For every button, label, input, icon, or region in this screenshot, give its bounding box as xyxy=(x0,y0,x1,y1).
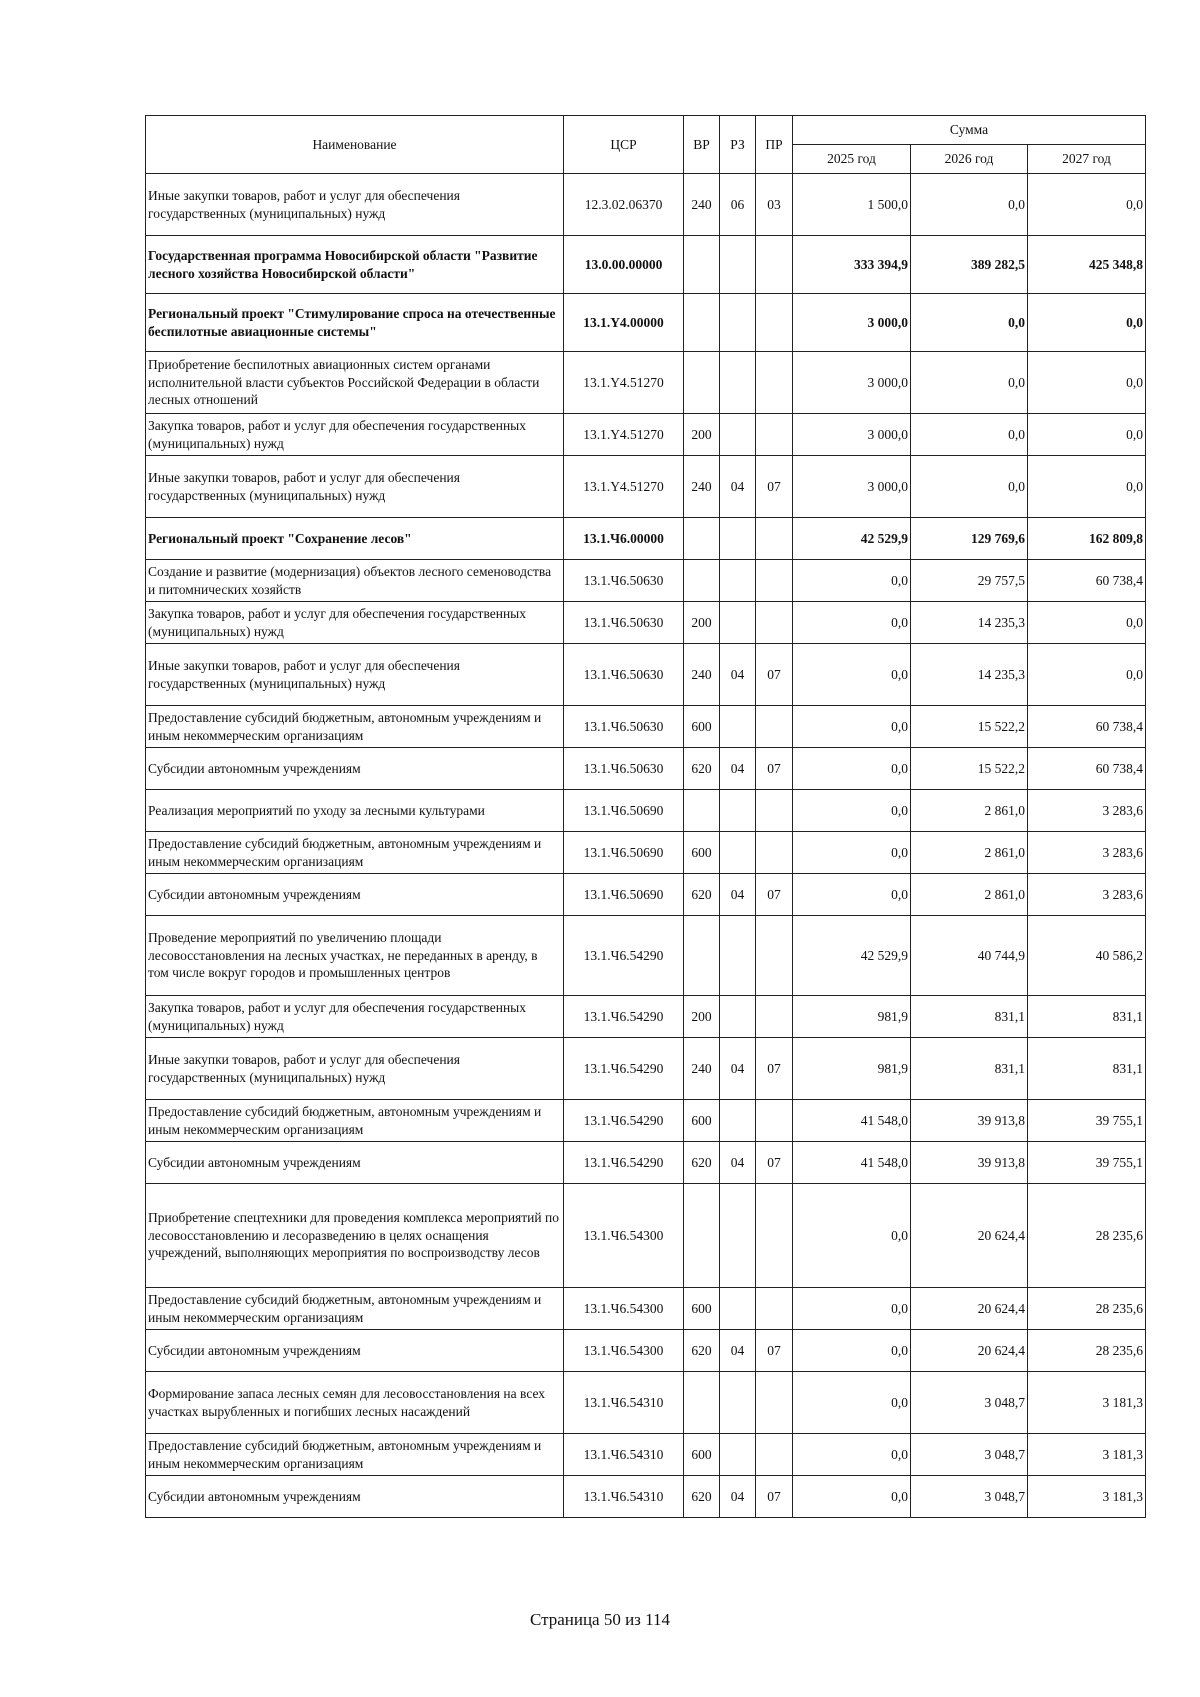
row-2026-cell: 39 913,8 xyxy=(911,1100,1028,1142)
row-vr-cell xyxy=(684,236,720,294)
row-2027-cell: 60 738,4 xyxy=(1028,748,1146,790)
row-rz-cell: 04 xyxy=(720,874,756,916)
row-2026-cell: 20 624,4 xyxy=(911,1184,1028,1288)
row-pr-cell xyxy=(756,414,793,456)
row-csr-cell: 13.1.Ч6.54290 xyxy=(564,916,684,996)
row-vr-cell: 620 xyxy=(684,874,720,916)
row-pr-cell xyxy=(756,1184,793,1288)
row-csr-cell: 13.1.Ч6.54300 xyxy=(564,1288,684,1330)
row-2026-cell: 40 744,9 xyxy=(911,916,1028,996)
row-name-cell: Реализация мероприятий по уходу за лесными культурами xyxy=(146,790,564,832)
row-pr-cell xyxy=(756,1288,793,1330)
table-row xyxy=(146,644,1146,706)
row-2025-cell: 3 000,0 xyxy=(793,414,911,456)
row-vr-cell xyxy=(684,1184,720,1288)
row-2025-cell: 333 394,9 xyxy=(793,236,911,294)
table-row xyxy=(146,874,1146,916)
row-2025-cell: 981,9 xyxy=(793,996,911,1038)
table-row xyxy=(146,1330,1146,1372)
row-2026-cell: 0,0 xyxy=(911,352,1028,414)
row-name-cell: Закупка товаров, работ и услуг для обеспечения государственных (муниципальных) нужд xyxy=(146,414,564,456)
row-csr-cell: 13.1.Ч6.50690 xyxy=(564,832,684,874)
row-2027-cell: 3 181,3 xyxy=(1028,1476,1146,1518)
row-vr-cell: 600 xyxy=(684,832,720,874)
row-name-cell: Предоставление субсидий бюджетным, автономным учреждениям и иным некоммерческим организациям xyxy=(146,1288,564,1330)
table-row xyxy=(146,1288,1146,1330)
row-rz-cell: 04 xyxy=(720,1330,756,1372)
row-2025-cell: 0,0 xyxy=(793,644,911,706)
row-2025-cell: 3 000,0 xyxy=(793,352,911,414)
table-row xyxy=(146,1434,1146,1476)
row-2026-cell: 15 522,2 xyxy=(911,706,1028,748)
table-row xyxy=(146,352,1146,414)
row-pr-cell xyxy=(756,236,793,294)
table-row xyxy=(146,706,1146,748)
row-2027-cell: 60 738,4 xyxy=(1028,706,1146,748)
row-pr-cell: 07 xyxy=(756,644,793,706)
table-row xyxy=(146,832,1146,874)
row-2025-cell: 0,0 xyxy=(793,1288,911,1330)
row-name-cell: Предоставление субсидий бюджетным, автономным учреждениям и иным некоммерческим организациям xyxy=(146,832,564,874)
row-2025-cell: 0,0 xyxy=(793,1372,911,1434)
row-name-cell: Иные закупки товаров, работ и услуг для обеспечения государственных (муниципальных) нужд xyxy=(146,644,564,706)
row-2025-cell: 42 529,9 xyxy=(793,916,911,996)
row-name-cell: Предоставление субсидий бюджетным, автономным учреждениям и иным некоммерческим организациям xyxy=(146,706,564,748)
row-name-cell: Формирование запаса лесных семян для лесовосстановления на всех участках вырубленных и погибших лесных насаждений xyxy=(146,1372,564,1434)
header-year-2027: 2027 год xyxy=(1028,145,1146,174)
row-2026-cell: 129 769,6 xyxy=(911,518,1028,560)
row-name-cell: Закупка товаров, работ и услуг для обеспечения государственных (муниципальных) нужд xyxy=(146,996,564,1038)
row-2027-cell: 39 755,1 xyxy=(1028,1142,1146,1184)
table-row xyxy=(146,1476,1146,1518)
row-rz-cell xyxy=(720,602,756,644)
row-vr-cell xyxy=(684,790,720,832)
table-row xyxy=(146,1142,1146,1184)
row-name-cell: Приобретение спецтехники для проведения комплекса мероприятий по лесовосстановлению и лесоразведению в целях оснащения учреждений, выполняющих мероприятия по воспроизводству лесов xyxy=(146,1184,564,1288)
header-name: Наименование xyxy=(146,116,564,174)
row-csr-cell: 12.3.02.06370 xyxy=(564,174,684,236)
table-row xyxy=(146,748,1146,790)
table-row xyxy=(146,1372,1146,1434)
row-rz-cell xyxy=(720,706,756,748)
row-rz-cell xyxy=(720,1100,756,1142)
table-row xyxy=(146,456,1146,518)
row-vr-cell: 600 xyxy=(684,1434,720,1476)
row-2027-cell: 162 809,8 xyxy=(1028,518,1146,560)
row-pr-cell xyxy=(756,518,793,560)
row-pr-cell: 07 xyxy=(756,1476,793,1518)
row-2026-cell: 29 757,5 xyxy=(911,560,1028,602)
row-rz-cell xyxy=(720,352,756,414)
row-csr-cell: 13.1.Y4.51270 xyxy=(564,456,684,518)
row-2025-cell: 1 500,0 xyxy=(793,174,911,236)
row-2026-cell: 0,0 xyxy=(911,174,1028,236)
table-row xyxy=(146,602,1146,644)
row-2026-cell: 3 048,7 xyxy=(911,1434,1028,1476)
row-rz-cell xyxy=(720,832,756,874)
row-csr-cell: 13.1.Ч6.54310 xyxy=(564,1476,684,1518)
row-csr-cell: 13.1.Ч6.54290 xyxy=(564,1142,684,1184)
row-2026-cell: 3 048,7 xyxy=(911,1476,1028,1518)
row-rz-cell: 04 xyxy=(720,1142,756,1184)
row-vr-cell xyxy=(684,294,720,352)
row-rz-cell xyxy=(720,1184,756,1288)
row-rz-cell xyxy=(720,916,756,996)
row-rz-cell xyxy=(720,1288,756,1330)
row-2027-cell: 3 283,6 xyxy=(1028,874,1146,916)
row-rz-cell xyxy=(720,1434,756,1476)
row-rz-cell xyxy=(720,236,756,294)
row-vr-cell: 200 xyxy=(684,414,720,456)
row-pr-cell: 07 xyxy=(756,874,793,916)
row-csr-cell: 13.1.Ч6.54310 xyxy=(564,1372,684,1434)
row-rz-cell xyxy=(720,414,756,456)
header-rz: РЗ xyxy=(720,116,756,174)
row-csr-cell: 13.1.Y4.00000 xyxy=(564,294,684,352)
row-rz-cell: 04 xyxy=(720,1038,756,1100)
row-name-cell: Субсидии автономным учреждениям xyxy=(146,1476,564,1518)
row-vr-cell: 600 xyxy=(684,706,720,748)
row-csr-cell: 13.1.Ч6.54290 xyxy=(564,1038,684,1100)
row-csr-cell: 13.1.Ч6.54290 xyxy=(564,996,684,1038)
row-2027-cell: 0,0 xyxy=(1028,602,1146,644)
row-2025-cell: 0,0 xyxy=(793,832,911,874)
row-2027-cell: 28 235,6 xyxy=(1028,1288,1146,1330)
row-2025-cell: 981,9 xyxy=(793,1038,911,1100)
row-2026-cell: 15 522,2 xyxy=(911,748,1028,790)
row-csr-cell: 13.1.Ч6.50690 xyxy=(564,874,684,916)
row-2026-cell: 0,0 xyxy=(911,456,1028,518)
row-vr-cell xyxy=(684,916,720,996)
row-csr-cell: 13.1.Ч6.00000 xyxy=(564,518,684,560)
row-csr-cell: 13.1.Ч6.50630 xyxy=(564,748,684,790)
row-2026-cell: 20 624,4 xyxy=(911,1288,1028,1330)
row-vr-cell xyxy=(684,1372,720,1434)
row-csr-cell: 13.0.00.00000 xyxy=(564,236,684,294)
row-2026-cell: 389 282,5 xyxy=(911,236,1028,294)
row-rz-cell: 06 xyxy=(720,174,756,236)
row-vr-cell: 620 xyxy=(684,1476,720,1518)
row-2025-cell: 3 000,0 xyxy=(793,456,911,518)
row-vr-cell: 600 xyxy=(684,1100,720,1142)
row-csr-cell: 13.1.Ч6.54290 xyxy=(564,1100,684,1142)
row-2025-cell: 41 548,0 xyxy=(793,1142,911,1184)
row-name-cell: Проведение мероприятий по увеличению площади лесовосстановления на лесных участках, не переданных в аренду, в том числе вокруг городов и промышленных центров xyxy=(146,916,564,996)
row-2027-cell: 0,0 xyxy=(1028,174,1146,236)
row-2027-cell: 3 283,6 xyxy=(1028,832,1146,874)
row-2025-cell: 0,0 xyxy=(793,790,911,832)
row-rz-cell xyxy=(720,996,756,1038)
row-pr-cell xyxy=(756,790,793,832)
row-pr-cell xyxy=(756,1100,793,1142)
table-row xyxy=(146,560,1146,602)
row-name-cell: Создание и развитие (модернизация) объектов лесного семеноводства и питомнических хозяйств xyxy=(146,560,564,602)
row-csr-cell: 13.1.Ч6.50690 xyxy=(564,790,684,832)
row-csr-cell: 13.1.Ч6.54300 xyxy=(564,1330,684,1372)
row-rz-cell: 04 xyxy=(720,644,756,706)
row-2027-cell: 28 235,6 xyxy=(1028,1330,1146,1372)
row-2027-cell: 39 755,1 xyxy=(1028,1100,1146,1142)
row-csr-cell: 13.1.Y4.51270 xyxy=(564,414,684,456)
row-2026-cell: 0,0 xyxy=(911,294,1028,352)
row-vr-cell: 240 xyxy=(684,1038,720,1100)
row-vr-cell xyxy=(684,352,720,414)
row-pr-cell xyxy=(756,294,793,352)
row-csr-cell: 13.1.Ч6.54310 xyxy=(564,1434,684,1476)
row-name-cell: Предоставление субсидий бюджетным, автономным учреждениям и иным некоммерческим организациям xyxy=(146,1100,564,1142)
table-body xyxy=(146,174,1146,1518)
row-name-cell: Субсидии автономным учреждениям xyxy=(146,1330,564,1372)
row-vr-cell: 200 xyxy=(684,602,720,644)
row-pr-cell xyxy=(756,832,793,874)
row-csr-cell: 13.1.Ч6.50630 xyxy=(564,706,684,748)
row-vr-cell xyxy=(684,560,720,602)
row-name-cell: Иные закупки товаров, работ и услуг для обеспечения государственных (муниципальных) нужд xyxy=(146,1038,564,1100)
row-pr-cell: 07 xyxy=(756,1038,793,1100)
row-name-cell: Региональный проект "Стимулирование спроса на отечественные беспилотные авиационные системы" xyxy=(146,294,564,352)
row-pr-cell: 07 xyxy=(756,1330,793,1372)
row-pr-cell xyxy=(756,352,793,414)
row-2026-cell: 831,1 xyxy=(911,1038,1028,1100)
row-2027-cell: 28 235,6 xyxy=(1028,1184,1146,1288)
row-vr-cell: 200 xyxy=(684,996,720,1038)
row-2026-cell: 39 913,8 xyxy=(911,1142,1028,1184)
row-name-cell: Субсидии автономным учреждениям xyxy=(146,874,564,916)
row-csr-cell: 13.1.Ч6.50630 xyxy=(564,602,684,644)
row-2027-cell: 0,0 xyxy=(1028,414,1146,456)
table-row xyxy=(146,414,1146,456)
row-2026-cell: 20 624,4 xyxy=(911,1330,1028,1372)
row-2025-cell: 0,0 xyxy=(793,560,911,602)
row-name-cell: Государственная программа Новосибирской области "Развитие лесного хозяйства Новосибирской области" xyxy=(146,236,564,294)
row-2025-cell: 42 529,9 xyxy=(793,518,911,560)
row-rz-cell: 04 xyxy=(720,748,756,790)
row-2026-cell: 2 861,0 xyxy=(911,832,1028,874)
row-2027-cell: 3 181,3 xyxy=(1028,1372,1146,1434)
row-pr-cell xyxy=(756,1434,793,1476)
page-number: Страница 50 из 114 xyxy=(529,1610,671,1629)
row-pr-cell xyxy=(756,706,793,748)
row-name-cell: Предоставление субсидий бюджетным, автономным учреждениям и иным некоммерческим организациям xyxy=(146,1434,564,1476)
budget-table xyxy=(145,115,1146,1518)
row-pr-cell xyxy=(756,602,793,644)
row-2027-cell: 831,1 xyxy=(1028,1038,1146,1100)
row-2025-cell: 0,0 xyxy=(793,1330,911,1372)
row-vr-cell: 600 xyxy=(684,1288,720,1330)
table-row xyxy=(146,1184,1146,1288)
header-year-2025: 2025 год xyxy=(793,145,911,174)
row-2027-cell: 3 181,3 xyxy=(1028,1434,1146,1476)
row-rz-cell xyxy=(720,518,756,560)
row-vr-cell: 240 xyxy=(684,644,720,706)
row-2027-cell: 831,1 xyxy=(1028,996,1146,1038)
row-name-cell: Иные закупки товаров, работ и услуг для обеспечения государственных (муниципальных) нужд xyxy=(146,456,564,518)
header-csr: ЦСР xyxy=(564,116,684,174)
table-row xyxy=(146,790,1146,832)
row-vr-cell: 620 xyxy=(684,1142,720,1184)
row-2026-cell: 831,1 xyxy=(911,996,1028,1038)
table-row xyxy=(146,1100,1146,1142)
row-vr-cell: 620 xyxy=(684,1330,720,1372)
row-2027-cell: 0,0 xyxy=(1028,352,1146,414)
row-2026-cell: 14 235,3 xyxy=(911,644,1028,706)
row-rz-cell: 04 xyxy=(720,456,756,518)
header-year-2026: 2026 год xyxy=(911,145,1028,174)
row-vr-cell: 240 xyxy=(684,456,720,518)
table-row xyxy=(146,916,1146,996)
row-2027-cell: 3 283,6 xyxy=(1028,790,1146,832)
row-vr-cell: 240 xyxy=(684,174,720,236)
header-sum: Сумма xyxy=(793,116,1146,145)
row-rz-cell xyxy=(720,560,756,602)
row-2026-cell: 14 235,3 xyxy=(911,602,1028,644)
row-2027-cell: 0,0 xyxy=(1028,644,1146,706)
row-name-cell: Иные закупки товаров, работ и услуг для обеспечения государственных (муниципальных) нужд xyxy=(146,174,564,236)
row-2026-cell: 0,0 xyxy=(911,414,1028,456)
row-vr-cell: 620 xyxy=(684,748,720,790)
row-rz-cell xyxy=(720,294,756,352)
table-row xyxy=(146,518,1146,560)
row-2025-cell: 0,0 xyxy=(793,602,911,644)
row-pr-cell xyxy=(756,996,793,1038)
row-name-cell: Закупка товаров, работ и услуг для обеспечения государственных (муниципальных) нужд xyxy=(146,602,564,644)
row-2027-cell: 425 348,8 xyxy=(1028,236,1146,294)
row-rz-cell xyxy=(720,790,756,832)
row-name-cell: Приобретение беспилотных авиационных систем органами исполнительной власти субъектов Российской Федерации в области лесных отношений xyxy=(146,352,564,414)
row-2027-cell: 0,0 xyxy=(1028,294,1146,352)
row-2026-cell: 2 861,0 xyxy=(911,874,1028,916)
row-pr-cell: 07 xyxy=(756,1142,793,1184)
table-row xyxy=(146,1038,1146,1100)
table-row xyxy=(146,236,1146,294)
row-2025-cell: 0,0 xyxy=(793,1476,911,1518)
row-csr-cell: 13.1.Ч6.50630 xyxy=(564,560,684,602)
row-pr-cell: 07 xyxy=(756,748,793,790)
row-csr-cell: 13.1.Ч6.54300 xyxy=(564,1184,684,1288)
row-pr-cell: 03 xyxy=(756,174,793,236)
row-csr-cell: 13.1.Y4.51270 xyxy=(564,352,684,414)
table-row xyxy=(146,996,1146,1038)
row-2026-cell: 2 861,0 xyxy=(911,790,1028,832)
row-2025-cell: 0,0 xyxy=(793,1184,911,1288)
row-vr-cell xyxy=(684,518,720,560)
table-row xyxy=(146,174,1146,236)
row-2025-cell: 0,0 xyxy=(793,748,911,790)
row-name-cell: Субсидии автономным учреждениям xyxy=(146,748,564,790)
row-csr-cell: 13.1.Ч6.50630 xyxy=(564,644,684,706)
row-2025-cell: 0,0 xyxy=(793,874,911,916)
table-row xyxy=(146,294,1146,352)
row-pr-cell xyxy=(756,1372,793,1434)
row-2025-cell: 0,0 xyxy=(793,1434,911,1476)
row-2027-cell: 0,0 xyxy=(1028,456,1146,518)
row-rz-cell xyxy=(720,1372,756,1434)
row-2025-cell: 41 548,0 xyxy=(793,1100,911,1142)
row-name-cell: Региональный проект "Сохранение лесов" xyxy=(146,518,564,560)
row-name-cell: Субсидии автономным учреждениям xyxy=(146,1142,564,1184)
row-2025-cell: 0,0 xyxy=(793,706,911,748)
row-2027-cell: 40 586,2 xyxy=(1028,916,1146,996)
row-pr-cell xyxy=(756,560,793,602)
row-2027-cell: 60 738,4 xyxy=(1028,560,1146,602)
header-pr: ПР xyxy=(756,116,793,174)
row-2025-cell: 3 000,0 xyxy=(793,294,911,352)
row-2026-cell: 3 048,7 xyxy=(911,1372,1028,1434)
row-rz-cell: 04 xyxy=(720,1476,756,1518)
row-pr-cell xyxy=(756,916,793,996)
row-pr-cell: 07 xyxy=(756,456,793,518)
header-vr: ВР xyxy=(684,116,720,174)
